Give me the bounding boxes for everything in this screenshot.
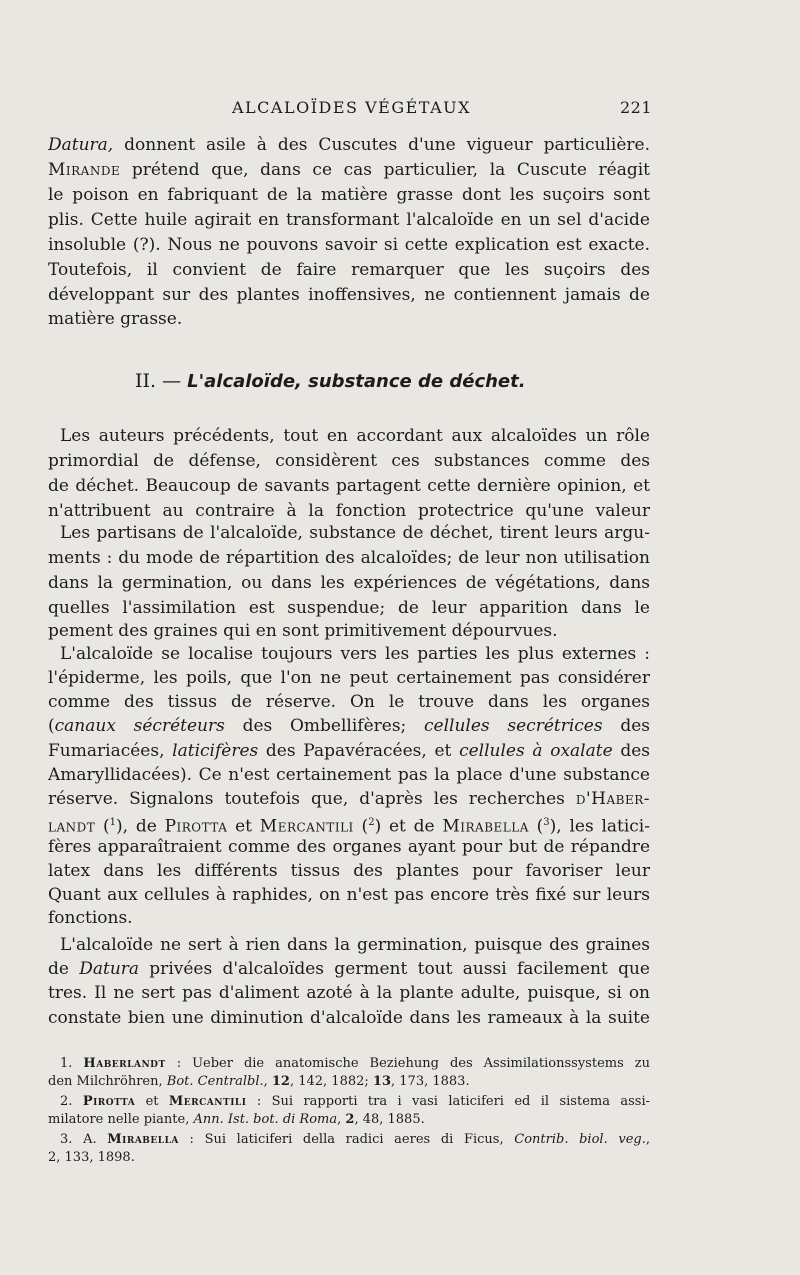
text-line: comme des tissus de réserve. On le trouve dans les organes [48, 692, 650, 712]
footnote-ref[interactable]: 3 [543, 817, 550, 828]
footnote-ref[interactable]: 2 [368, 817, 375, 828]
text-line: développant sur des plantes inoffensives, ne contiennent jamais de [48, 285, 650, 305]
text-line: le poison en fabriquant de la matière grasse dont les suçoirs sont [48, 185, 650, 205]
text-line: L'alcaloïde se localise toujours vers les parties les plus externes : [60, 644, 650, 664]
text-line: dans la germination, ou dans les expériences de végétations, dans [48, 573, 650, 593]
section-title: L'alcaloïde, substance de déchet. [187, 371, 526, 392]
running-title: ALCALOÏDES VÉGÉTAUX [232, 98, 472, 117]
text-line: fonctions. [48, 908, 133, 928]
text-line: n'attribuent au contraire à la fonction protectrice qu'une valeur [48, 501, 650, 521]
text-line: plis. Cette huile agirait en transformant l'alcaloïde en un sel d'acide [48, 210, 650, 230]
text-line: insoluble (?). Nous ne pouvons savoir si cette explication est exacte. [48, 235, 650, 255]
text-line: latex dans les différents tissus des plantes pour favoriser leur [48, 861, 650, 881]
footnote-3-cont: 2, 133, 1898. [48, 1150, 135, 1165]
footnote-3: 3. A. Mirabella : Sui laticiferi della radici aeres di Ficus, Contrib. biol. veg., [60, 1132, 650, 1147]
footnote-1: 1. Haberlandt : Ueber die anatomische Beziehung des Assimilationssystems zu [60, 1056, 650, 1071]
text-line: constate bien une diminution d'alcaloïde dans les rameaux à la suite [48, 1008, 650, 1028]
text-line: Les partisans de l'alcaloïde, substance de déchet, tirent leurs argu- [60, 523, 650, 543]
footnote-1-cont: den Milchröhren, Bot. Centralbl., 12, 142, 1882; 13, 173, 1883. [48, 1074, 470, 1089]
section-number: II. — [135, 370, 182, 392]
section-heading [135, 370, 526, 392]
text-line: de Datura privées d'alcaloïdes germent tout aussi facilement que [48, 959, 650, 979]
text-line: L'alcaloïde ne sert à rien dans la germination, puisque des graines [60, 935, 650, 955]
page-number: 221 [619, 98, 652, 117]
text-line: matière grasse. [48, 309, 183, 329]
footnote-ref[interactable]: 1 [109, 817, 117, 828]
running-header [40, 98, 652, 124]
footnote-2: 2. Pirotta et Mercantili : Sui rapporti tra i vasi laticiferi ed il sistema assi- [60, 1094, 650, 1109]
text-line: l'épiderme, les poils, que l'on ne peut certainement pas considérer [48, 668, 650, 688]
text-line: pement des graines qui en sont primitivement dépourvues. [48, 621, 558, 641]
text-line: Les auteurs précédents, tout en accordant aux alcaloïdes un rôle [60, 426, 650, 446]
text-line: Quant aux cellules à raphides, on n'est pas encore très fixé sur leurs [48, 885, 650, 905]
text-line: Datura, donnent asile à des Cuscutes d'une vigueur particulière. [48, 135, 650, 155]
text-line: Amaryllidacées). Ce n'est certainement pas la place d'une substance [48, 765, 650, 785]
text-line: Toutefois, il convient de faire remarquer que les suçoirs des [48, 260, 650, 280]
text-line: de déchet. Beaucoup de savants partagent cette dernière opinion, et [48, 476, 650, 496]
text-line: ments : du mode de répartition des alcaloïdes; de leur non utilisation [48, 548, 650, 568]
text-line: landt ($^1$), de Pirotta et Mercantili ($^2$) et de Mirabella ($^3$), les latici- [48, 816, 650, 835]
text-line: Mirande prétend que, dans ce cas particulier, la Cuscute réagit [48, 160, 650, 180]
text-line: fères apparaîtraient comme des organes ayant pour but de répandre [48, 837, 650, 857]
text-line: primordial de défense, considèrent ces substances comme des [48, 451, 650, 471]
text-line: réserve. Signalons toutefois que, d'après les recherches d'Haber- [48, 789, 650, 809]
footnote-2-cont: milatore nelle piante, Ann. Ist. bot. di Roma, 2, 48, 1885. [48, 1112, 425, 1127]
text-line: quelles l'assimilation est suspendue; de leur apparition dans le [48, 598, 650, 618]
text-line: Fumariacées, laticifères des Papavéracées, et cellules à oxalate des [48, 741, 650, 761]
text-line: tres. Il ne sert pas d'aliment azoté à la plante adulte, puisque, si on [48, 983, 650, 1003]
text-line: (canaux sécréteurs des Ombellifères; cellules secrétrices des [48, 716, 650, 736]
